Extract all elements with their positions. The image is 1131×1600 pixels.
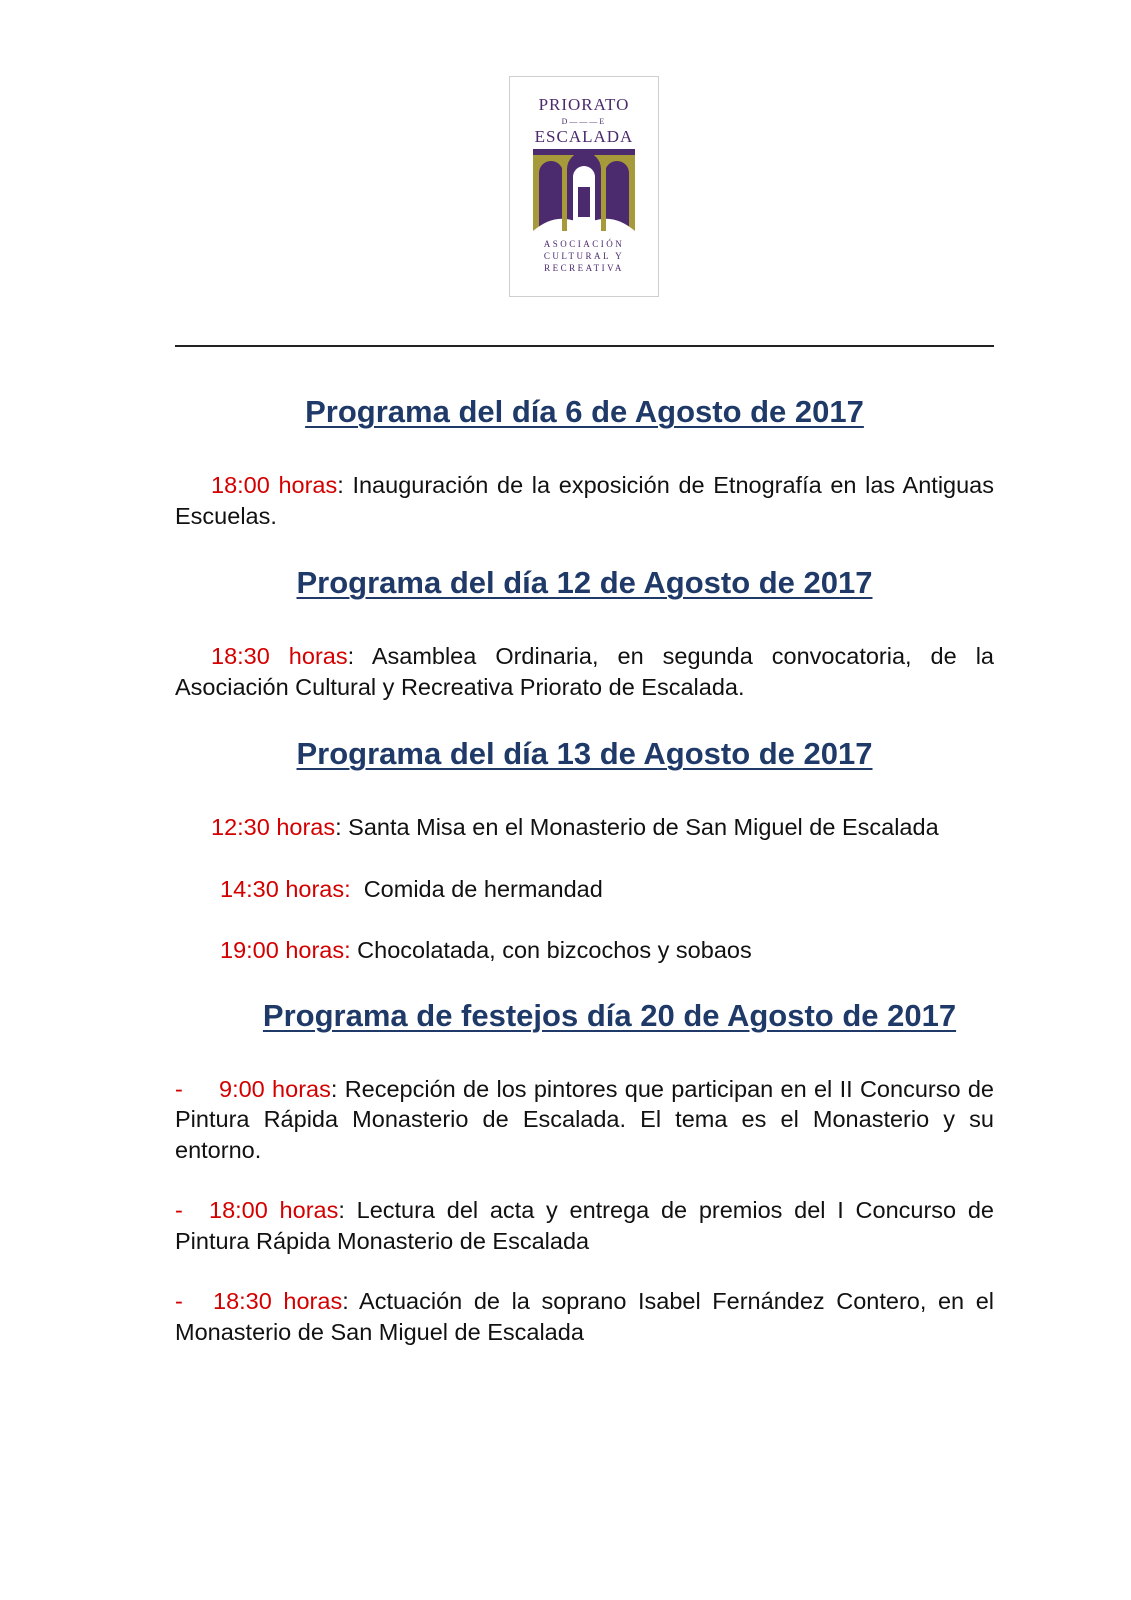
event-item: [175, 935, 994, 966]
logo-sub3: RECREATIVA: [544, 263, 624, 273]
logo-line3: ESCALADA: [534, 127, 634, 146]
event-item: - 18:00 horas: Lectura del acta y entrega de premios del I Concurso de Pintura Rápida Monasterio de Escalada: [175, 1197, 994, 1254]
event-time: 19:00 horas:: [220, 937, 351, 963]
bullet-dash: -: [175, 1197, 183, 1223]
event-time: 18:30 horas: [211, 643, 348, 669]
program-heading: Programa de festejos día 20 de Agosto de 2017: [262, 997, 957, 1033]
program-heading: Programa del día 12 de Agosto de 2017: [296, 565, 873, 600]
arches-icon: [533, 149, 635, 231]
event-text: Santa Misa en el Monasterio de San Miguel de Escalada: [341, 814, 939, 840]
program-heading: Programa del día 13 de Agosto de 2017: [296, 736, 873, 771]
event-text: Chocolatada, con bizcochos y sobaos: [350, 937, 752, 963]
event-item: 18:00 horas: Inauguración de la exposición de Etnografía en las Antiguas Escuelas.: [175, 472, 995, 529]
logo-emblem: [510, 77, 658, 296]
event-item: 12:30 horas: Santa Misa en el Monasterio de San Miguel de Escalada: [211, 814, 939, 840]
program-heading: Programa del día 6 de Agosto de 2017: [305, 394, 864, 429]
event-time: 12:30 horas: [211, 814, 336, 840]
logo-sub1: ASOCIACIÓN: [543, 239, 625, 249]
event-text: Comida de hermandad: [350, 875, 603, 902]
event-time: 18:00 horas: [209, 1197, 339, 1223]
event-item: - 9:00 horas: Recepción de los pintores que participan en el II Concurso de Pintura Rápida Monasterio de Escalada. El tema es el Monasterio y su entorno.: [175, 1075, 994, 1163]
event-item: 18:30 horas: Asamblea Ordinaria, en segunda convocatoria, de la Asociación Cultural y Recreativa Priorato de Escalada.: [175, 643, 994, 700]
event-item: [175, 874, 994, 905]
event-text: Asamblea Ordinaria, en segunda convocatoria, de la Asociación Cultural y Recreativa Priorato de Escalada.: [175, 643, 994, 700]
event-text: Inauguración de la exposición de Etnografía en las Antiguas Escuelas.: [175, 472, 995, 529]
logo-line2: D———E: [561, 117, 607, 126]
program-content: [175, 390, 994, 1347]
bullet-dash: -: [175, 1075, 183, 1102]
logo-sub2: CULTURAL Y: [543, 251, 625, 261]
logo-line1: PRIORATO: [538, 95, 630, 114]
event-text: Lectura del acta y entrega de premios del I Concurso de Pintura Rápida Monasterio de Escalada: [175, 1197, 994, 1254]
event-time: 9:00 horas: [219, 1075, 331, 1102]
event-text: Recepción de los pintores que participan en el II Concurso de Pintura Rápida Monasterio de Escalada. El tema es el Monasterio y su entorno.: [175, 1075, 994, 1163]
event-time: 18:00 horas: [211, 472, 338, 498]
bullet-dash: -: [175, 1288, 183, 1314]
event-text: Actuación de la soprano Isabel Fernández Contero, en el Monasterio de San Miguel de Escalada: [175, 1288, 995, 1345]
event-item: - 18:30 horas: Actuación de la soprano Isabel Fernández Contero, en el Monasterio de San Miguel de Escalada: [175, 1288, 995, 1345]
event-time: 18:30 horas: [213, 1288, 343, 1314]
event-time: 14:30 horas:: [220, 875, 351, 902]
association-logo: [509, 76, 659, 297]
header-divider: [175, 345, 994, 347]
